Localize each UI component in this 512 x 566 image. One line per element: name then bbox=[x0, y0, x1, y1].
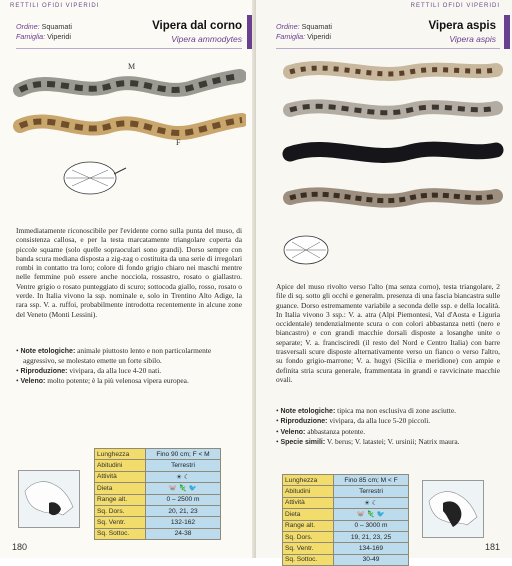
scientific-name: Vipera aspis bbox=[449, 34, 496, 44]
note-item: • Specie simili: V. berus; V. latastei; V. ursinii; Natrix maura. bbox=[276, 436, 460, 446]
taxonomy-block bbox=[16, 22, 72, 42]
order-label: Ordine: bbox=[276, 22, 300, 31]
male-label: M bbox=[128, 62, 136, 71]
notes-list bbox=[16, 346, 242, 386]
family-label: Famiglia: bbox=[276, 32, 306, 41]
description-text: Immediatamente riconoscibile per l'evidente corno sulla punta del muso, di consistenza callosa, e per la testa marcatamente triangolare coperta da piccole squame (solo quelle sopraoculari sono grandi). Dorso sempre con banda scura mediana disposta a zig-zag o costituita da una serie di irregolari rombi in contatto tra loro; colore di fondo grigio chiaro nei maschi mentre nelle femmine può essere anche nocciola, rossastro, rosato o giallastro. Ventre grigio o rosato punteggiato di scuro; sottocoda giallo, rosso, rosato o verde. In Italia vivono la ssp. nominale e, solo in Trentino Alto Adige, la rara ssp. V. a. ruffoi, probabilmente introdotta recentemente in alcune zone del Veneto (Monti Lessini). bbox=[16, 226, 242, 319]
species-data-table: Lunghezza Fino 85 cm; M < F Abitudini Terrestri Attività ☀ ☾ Dieta 🐭 🦎 🐦 Range alt. 0 – 3000 m Sq. Dors. 19, 21, 23, 25 Sq. Ventr. 134-169 Sq. Sottoc. 30-49 bbox=[282, 474, 409, 566]
family-value: Viperidi bbox=[307, 32, 332, 41]
accent-bar bbox=[504, 15, 510, 49]
order-value: Squamati bbox=[301, 22, 332, 31]
header-rule bbox=[276, 48, 500, 49]
family-value: Viperidi bbox=[47, 32, 72, 41]
scientific-name: Vipera ammodytes bbox=[171, 34, 242, 44]
species-title: Vipera dal corno bbox=[152, 20, 242, 32]
female-label: F bbox=[176, 138, 181, 147]
note-item: • Note etologiche: tipica ma non esclusiva di zone asciutte. bbox=[276, 406, 456, 415]
running-head: RETTILI OFIDI VIPERIDI bbox=[410, 3, 500, 9]
note-item: • Riproduzione: vivipara, da alla luce 4-20 nati. bbox=[16, 365, 162, 375]
left-page bbox=[0, 0, 256, 558]
description-text: Apice del muso rivolto verso l'alto (ma senza corno), testa triangolare, 2 file di sq. sotto gli occhi e generalm. presenza di una fascia biancastra sulle guance. Dorso estremamente variabile a seconda delle ssp. e della località. In Italia vivono 3 ssp.: V. a. atra (Alpi Piemontesi, Val d'Aosta e Liguria occidentale) tendenzialmente scura o con colori abbastanza netti (nero e biancastro) e con grandi macchie dorsali disposte a losanghe unite o separate; V. a. francisciredi (il resto del Nord e Centro Italia) con barre trasversali scure disposte alternativamente verso un fianco o verso l'altro, su fondo grigio-marrone; V. a. hugyi (Sicilia e meridione) con ampie e definita stria scura generale, frammentata in grandi e ravvicinate macchie ovali. bbox=[276, 282, 500, 384]
species-title: Vipera aspis bbox=[428, 20, 496, 32]
distribution-map bbox=[422, 480, 484, 538]
order-value: Squamati bbox=[41, 22, 72, 31]
note-item: • Veleno: abbastanza potente. bbox=[276, 426, 366, 436]
note-item: • Riproduzione: vivipara, da alla luce 5-20 piccoli. bbox=[276, 416, 431, 426]
taxonomy-block bbox=[276, 22, 332, 42]
right-page bbox=[256, 0, 512, 564]
page-number: 181 bbox=[484, 542, 500, 552]
order-label: Ordine: bbox=[16, 22, 40, 31]
species-data-table: Lunghezza Fino 90 cm; F < M Abitudini Terrestri Attività ☀ ☾ Dieta 🐭 🦎 🐦 Range alt. 0 – 2500 m Sq. Dors. 20, 21, 23 Sq. Ventr. 132-162 Sq. Sottoc. 24-38 bbox=[94, 448, 221, 540]
header-rule bbox=[16, 48, 242, 49]
note-item: • Veleno: molto potente; è la più velenosa vipera europea. bbox=[16, 375, 189, 385]
page-number: 180 bbox=[12, 542, 28, 552]
note-item: • Note etologiche: animale piuttosto lento e non particolarmente aggressivo, se molestato emette un forte sibilo. bbox=[16, 346, 212, 366]
running-head: RETTILI OFIDI VIPERIDI bbox=[10, 3, 100, 9]
family-label: Famiglia: bbox=[16, 32, 46, 41]
distribution-map bbox=[18, 470, 80, 528]
notes-list bbox=[276, 406, 500, 447]
snake-illustration-ammodytes bbox=[10, 56, 246, 216]
snake-illustration-aspis bbox=[270, 54, 506, 274]
